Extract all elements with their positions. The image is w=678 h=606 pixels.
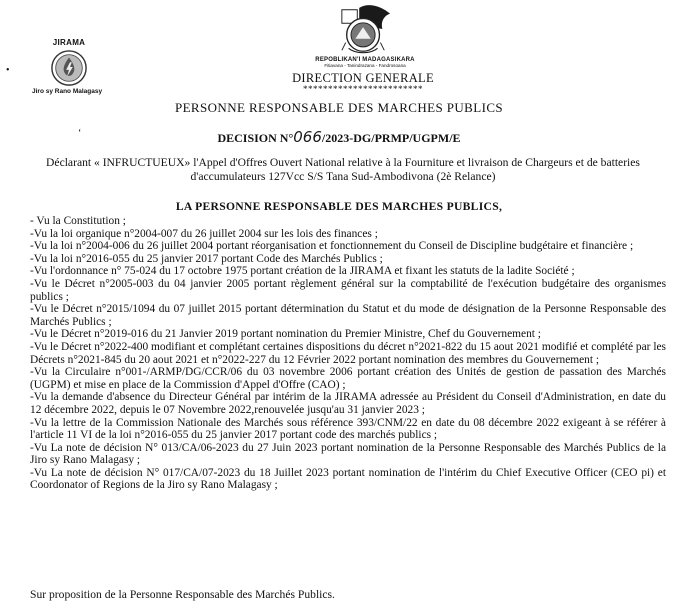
visa-item: -Vu le Décret n°2019-016 du 21 Janvier 2019 portant nomination du Premier Ministre, Chef du Gouvernement ; bbox=[30, 328, 541, 341]
visa-item: -Vu le Décret n°2015/1094 du 07 juillet 2015 portant détermination du Statut et du mode de désignation de la Personne Responsable des Marchés Publics ; bbox=[30, 303, 666, 328]
madagascar-seal-icon bbox=[336, 4, 394, 58]
authority-title: PERSONNE RESPONSABLE DES MARCHES PUBLICS bbox=[174, 100, 504, 115]
jirama-logo bbox=[32, 38, 103, 95]
visa-item: -Vu la lettre de la Commission Nationale des Marchés sous référence 393/CNM/22 en date du 08 décembre 2022 exigeant à se référer à l'article 11 VI de la loi n°2016-055 du 25 janvier 2017 portant code des marchés publics ; bbox=[30, 416, 666, 442]
decision-suffix: /2023-DG/PRMP/UGPM/E bbox=[321, 131, 461, 145]
decision-prefix: DECISION N° bbox=[217, 131, 294, 145]
jirama-name: JIRAMA bbox=[52, 38, 86, 47]
direction-title: DIRECTION GENERALE bbox=[292, 71, 434, 85]
decision-subject: Déclarant « INFRUCTUEUX» l'Appel d'Offres Ouvert National relative à la Fourniture et livraison de Chargeurs et de batteries d'accumulateurs 127Vcc S/S Tana Sud-Ambodivona (2è Relance) bbox=[46, 156, 640, 183]
stars-divider: ************************ bbox=[303, 84, 423, 94]
closing-line: Sur proposition de la Personne Responsable des Marchés Publics. bbox=[30, 588, 335, 601]
national-motto: Fitiavana - Tanindrazana - Fandrosoana bbox=[324, 63, 406, 68]
decision-number bbox=[0, 128, 678, 146]
jirama-emblem-icon bbox=[50, 49, 88, 87]
decision-handwritten-number: 066 bbox=[293, 128, 322, 146]
visa-item: -Vu la loi n°2016-055 du 25 janvier 2017 portant Code des Marchés Publics ; bbox=[30, 252, 383, 265]
visa-item: - Vu la Constitution ; bbox=[30, 215, 126, 227]
visa-item: -Vu La note de décision N° 013/CA/06-2023 du 27 Juin 2023 portant nomination de la Personne Responsable des Marchés Publics de la Jiro sy Rano Malagasy ; bbox=[30, 441, 666, 467]
margin-mark-2: ʻ bbox=[78, 128, 82, 139]
visa-item: -Vu l'ordonnance n° 75-024 du 17 octobre 1975 portant création de la JIRAMA et fixant les statuts de la ladite Société ; bbox=[30, 265, 575, 278]
visas-list bbox=[30, 215, 666, 492]
visa-item: -Vu le Décret n°2005-003 du 04 janvier 2005 portant règlement général sur la comptabilité de l'exécution budgétaire des organismes publics ; bbox=[30, 277, 666, 303]
national-seal bbox=[310, 4, 420, 68]
visa-item: -Vu le Décret n°2022-400 modifiant et complétant certaines dispositions du décret n°2021-822 du 15 aout 2021 modifié et complété par les Décrets n°2021-845 du 20 aout 2021 et n°2022-227 du 12 Février 2022 portant nomination des membres du Gouvernement ; bbox=[30, 340, 666, 366]
margin-mark: • bbox=[6, 65, 10, 76]
body-title: LA PERSONNE RESPONSABLE DES MARCHES PUBLICS, bbox=[175, 200, 503, 213]
jirama-tagline: Jiro sy Rano Malagasy bbox=[32, 88, 103, 95]
republic-name: REPOBLIKAN'I MADAGASIKARA bbox=[315, 57, 415, 63]
visa-item: -Vu La note de décision N° 017/CA/07-2023 du 18 Juillet 2023 portant nomination de l'intérim du Chief Executive Officer (CEO pi) et Coordonator of Regions de la Jiro sy Rano Malagasy ; bbox=[30, 466, 666, 492]
visa-item: -Vu la Circulaire n°001-/ARMP/DG/CCR/06 du 03 novembre 2006 portant création des Unités de gestion de passation des Marchés (UGPM) et mise en place de la Commission d'Appel d'Offre (CAO) ; bbox=[30, 366, 666, 391]
visa-item: -Vu la loi n°2004-006 du 26 juillet 2004 portant réorganisation et fonctionnement du Conseil de Discipline budgétaire et financière ; bbox=[30, 240, 634, 253]
visa-item: -Vu la demande d'absence du Directeur Général par intérim de la JIRAMA adressée au Président du Conseil d'Administration, en date du 12 décembre 2022, depuis le 07 Novembre 2022,renouvelée jusqu'au 31 janvier 2023 ; bbox=[30, 391, 666, 416]
visa-item: -Vu la loi organique n°2004-007 du 26 juillet 2004 sur les lois des finances ; bbox=[30, 227, 378, 240]
